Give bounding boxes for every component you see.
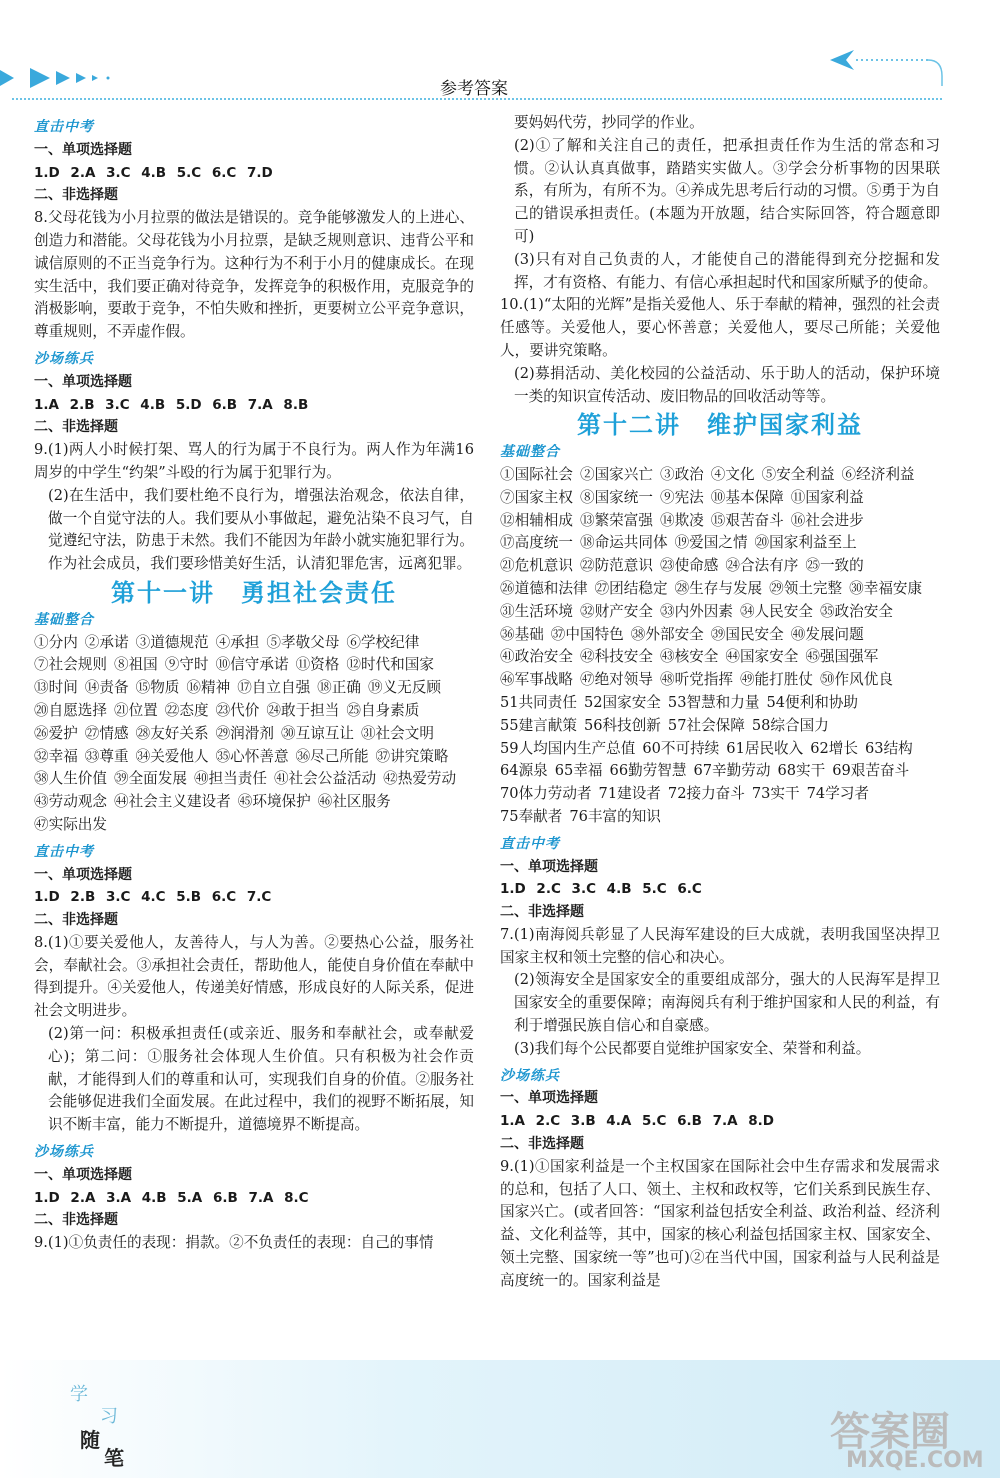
section-title: 直击中考 <box>34 119 94 135</box>
keyword-item: ㊼绝对领导 <box>579 671 653 689</box>
answer-line: 1.D 2.A 3.A 4.B 5.A 6.B 7.A 8.C <box>34 1189 309 1206</box>
answer-line: 1.D 2.C 3.C 4.B 5.C 6.C <box>500 881 702 898</box>
keyword-item: ㉓使命感 <box>659 557 719 575</box>
keyword-item: ㊾能打胜仗 <box>739 671 813 689</box>
keyword-item: ⑮艰苦奋斗 <box>710 511 784 529</box>
keyword-item: ⑳自愿选择 <box>34 701 107 719</box>
keyword-item: ㉑危机意识 <box>500 557 573 575</box>
keyword-item: ㉖道德和法律 <box>500 579 588 597</box>
keyword-item: ⑭欺凌 <box>659 511 704 529</box>
keyword-item: ㉝内外因素 <box>659 602 733 620</box>
keyword-item: ⑳国家利益至上 <box>754 534 857 552</box>
keyword-item: 58综合国力 <box>751 716 829 734</box>
keyword-item: ㉔敢于担当 <box>266 701 340 719</box>
section-title: 沙场练兵 <box>34 350 94 367</box>
left-column <box>34 112 474 1255</box>
keyword-item: 64源泉 <box>500 762 548 780</box>
keyword-item: ㉑位置 <box>113 701 158 719</box>
keyword-item: 55建言献策 <box>500 716 577 734</box>
keyword-item: ㉚幸福安康 <box>849 579 923 597</box>
keyword-item: ㊸劳动观念 <box>34 793 107 811</box>
subsection-title: 二、非选择题 <box>34 912 118 929</box>
keyword-item: 65幸福 <box>554 762 603 780</box>
section-title: 基础整合 <box>500 444 560 461</box>
keyword-item: ⑨守时 <box>164 656 209 674</box>
keyword-item: 74学习者 <box>806 785 869 803</box>
keyword-item: ⑨宪法 <box>659 488 704 506</box>
footer-label: 学 <box>70 1384 88 1405</box>
keyword-item: ㉞人民安全 <box>739 602 813 620</box>
keyword-item: 60不可持续 <box>642 739 720 757</box>
keyword-item: ⑰高度统一 <box>500 534 573 552</box>
keyword-item: ①国际社会 <box>500 465 573 483</box>
subsection-title: 一、单项选择题 <box>500 1090 598 1107</box>
section-title: 直击中考 <box>500 835 560 852</box>
keyword-item: ㊱基础 <box>500 625 544 643</box>
keyword-item: ㊹社会主义建设者 <box>113 793 231 811</box>
keyword-item: ⑱命运共同体 <box>579 534 668 552</box>
keyword-item: ㉔合法有序 <box>725 557 799 575</box>
answer-paragraph: 10.(1)“太阳的光辉”是指关爱他人、乐于奉献的精神，强烈的社会责任感等。关爱他人，要心怀善意；关爱他人，要尽己所能；关爱他人，要讲究策略。 <box>500 296 940 359</box>
keyword-item: 73实干 <box>751 785 800 803</box>
lecture-title: 第十一讲 勇担社会责任 <box>111 578 397 607</box>
keyword-item: 52国家安全 <box>583 693 661 711</box>
keyword-item: ⑩基本保障 <box>710 488 784 506</box>
keyword-item: ㊻社区服务 <box>317 793 391 811</box>
keyword-item: 76丰富的知识 <box>569 807 661 825</box>
keyword-item: ㊺环境保护 <box>237 793 311 811</box>
keyword-item: 72接力奋斗 <box>667 785 745 803</box>
answer-paragraph: 8.父母花钱为小月拉票的做法是错误的。竞争能够激发人的上进心、创造力和潜能。父母花钱为小月拉票，是缺乏规则意识、违背公平和诚信原则的不正当竞争行为。这种行为不利于小月的健康成长。在现实生活中，我们要正确对待竞争，发挥竞争的积极作用，克服竞争的消极影响，要敢于竞争，不怕失败和挫折，更要树立公平竞争意识，尊重规则，不弄虚作假。 <box>34 209 474 341</box>
section-title: 基础整合 <box>34 611 94 628</box>
keyword-item: ㉜幸福 <box>34 747 78 765</box>
keyword-item: ㉜财产安全 <box>579 602 653 620</box>
keyword-item: ⑱正确 <box>317 679 361 697</box>
keyword-item: 70体力劳动者 <box>500 785 592 803</box>
keyword-item: 69艰苦奋斗 <box>832 762 910 780</box>
keyword-item: ⑦国家主权 <box>500 488 573 506</box>
keyword-item: ⑥学校纪律 <box>346 633 420 651</box>
keyword-item: ㉛生活环境 <box>500 602 573 620</box>
subsection-title: 一、单项选择题 <box>34 373 132 390</box>
keyword-item: ④文化 <box>710 465 755 483</box>
keyword-item: ⑬时间 <box>34 679 78 697</box>
keyword-item: ㉙领土完整 <box>769 579 843 597</box>
keyword-item: ⑲义无反顾 <box>367 679 441 697</box>
keyword-item: ㉟政治安全 <box>819 602 893 620</box>
keyword-item: ㊳外部安全 <box>630 625 704 643</box>
keyword-item: ㉘友好关系 <box>135 724 209 742</box>
keyword-item: 62增长 <box>810 739 858 757</box>
keyword-item: ㊷科技安全 <box>579 648 653 666</box>
answer-line: 1.D 2.B 3.C 4.C 5.B 6.C 7.C <box>34 889 272 906</box>
keyword-item: ㊳人生价值 <box>34 770 107 788</box>
keyword-item: ㊲中国特色 <box>550 625 624 643</box>
keyword-list <box>500 464 940 829</box>
keyword-item: ㊺强国强军 <box>805 648 879 666</box>
keyword-item: ㉖爱护 <box>34 724 78 742</box>
subsection-title: 一、单项选择题 <box>500 858 598 875</box>
keyword-item: ㊵担当责任 <box>193 770 267 788</box>
keyword-item: ㊴国民安全 <box>710 625 784 643</box>
answer-paragraph: 8.(1)①要关爱他人，友善待人，与人为善。②要热心公益，服务社会，奉献社会。③承担社会责任，帮助他人，能使自身价值在奉献中得到提升。④关爱他人，传递美好情感，形成良好的人际关系，促进社会文明进步。 <box>34 933 474 1020</box>
answer-paragraph: 9.(1)①负责任的表现：捐款。②不负责任的表现：自己的事情 <box>34 1234 434 1252</box>
keyword-item: ⑦社会规则 <box>34 656 107 674</box>
subsection-title: 一、单项选择题 <box>34 1166 132 1183</box>
keyword-item: 54便利和协助 <box>766 693 858 711</box>
subsection-title: 一、单项选择题 <box>34 141 132 158</box>
keyword-item: ㉗团结稳定 <box>594 579 668 597</box>
keyword-item: 61居民收入 <box>726 739 804 757</box>
keyword-item: ㉘生存与发展 <box>674 579 763 597</box>
keyword-item: ㉚互谅互让 <box>280 724 354 742</box>
keyword-item: 75奉献者 <box>500 807 563 825</box>
keyword-item: ㉞关爱他人 <box>135 747 209 765</box>
watermark-logo: 答案圈 <box>830 1409 950 1455</box>
answer-line: 1.A 2.C 3.B 4.A 5.C 6.B 7.A 8.D <box>500 1113 775 1130</box>
keyword-item: ⑤安全利益 <box>761 465 835 483</box>
footer-label: 习 <box>100 1406 118 1427</box>
keyword-item: ⑥经济利益 <box>841 465 915 483</box>
keyword-item: ㊶社会公益活动 <box>273 770 377 788</box>
keyword-item: 66勤劳智慧 <box>609 762 687 780</box>
keyword-item: ②国家兴亡 <box>579 465 653 483</box>
keyword-item: ③道德规范 <box>135 633 209 651</box>
answer-paragraph: (3)我们每个公民都要自觉维护国家安全、荣誉和利益。 <box>514 1039 871 1057</box>
keyword-item: ㊹国家安全 <box>725 648 799 666</box>
keyword-item: ㉕一致的 <box>805 557 864 575</box>
keyword-item: ③政治 <box>659 465 704 483</box>
subsection-title: 一、单项选择题 <box>34 866 132 883</box>
answer-paragraph: 9.(1)①国家利益是一个主权国家在国际社会中生存需求和发展需求的总和，包括了人口、领土、主权和政权等，它们关系到民族生存、国家兴亡。(或者回答：“国家利益包括安全利益、政治利益、经济利益、文化利益等，其中，国家的核心利益包括国家主权、国家安全、领土完整、国家统一等”也可)②在当代中国，国家利益与人民利益是高度统一的。国家利益是 <box>500 1157 940 1289</box>
answer-line: 1.A 2.B 3.C 4.B 5.D 6.B 7.A 8.B <box>34 396 309 413</box>
footer-label: 笔 <box>104 1446 124 1470</box>
keyword-item: ㉕自身素质 <box>346 701 420 719</box>
keyword-item: ㊷热爱劳动 <box>383 770 457 788</box>
keyword-item: ㊴全面发展 <box>113 770 187 788</box>
subsection-title: 二、非选择题 <box>34 419 118 436</box>
arrow-decoration-icon <box>0 64 120 92</box>
keyword-item: 63结构 <box>865 739 913 757</box>
arrow-left-decoration-icon <box>828 46 948 96</box>
watermark-url: MXQE.COM <box>846 1448 984 1473</box>
keyword-item: ⑪国家利益 <box>790 488 864 506</box>
keyword-item: ①分内 <box>34 633 78 651</box>
keyword-item: 67辛勤劳动 <box>693 762 771 780</box>
keyword-item: ⑲爱国之情 <box>674 534 748 552</box>
keyword-item: ⑧国家统一 <box>579 488 653 506</box>
keyword-item: ㉒防范意识 <box>579 557 653 575</box>
answer-paragraph: (2)①了解和关注自己的责任，把承担责任作为生活的常态和习惯。②认认真真做事，踏踏实实做人。③学会分析事物的因果联系，有所为，有所不为。④养成先思考后行动的习惯。⑤勇于为自己的错误承担责任。(本题为开放题，结合实际回答，符合题意即可) <box>514 136 940 245</box>
answer-paragraph: (2)领海安全是国家安全的重要组成部分，强大的人民海军是捍卫国家安全的重要保障；南海阅兵有利于维护国家和人民的利益，有利于增强民族自信心和自豪感。 <box>514 971 940 1035</box>
keyword-item: ㉓代价 <box>215 701 260 719</box>
keyword-item: ㊼实际出发 <box>34 815 107 833</box>
subsection-title: 二、非选择题 <box>500 1136 584 1153</box>
keyword-item: ㉙润滑剂 <box>215 724 274 742</box>
keyword-item: ⑪资格 <box>295 656 340 674</box>
lecture-title: 第十二讲 维护国家利益 <box>577 411 863 440</box>
keyword-item: ㉗情感 <box>84 724 129 742</box>
keyword-item: ㊶政治安全 <box>500 648 573 666</box>
keyword-item: ㊿作风优良 <box>819 671 893 689</box>
keyword-list <box>34 632 474 837</box>
keyword-item: 51共同责任 <box>500 693 577 711</box>
header-divider <box>12 98 942 100</box>
page-title: 参考答案 <box>440 79 508 99</box>
keyword-item: 71建设者 <box>598 785 661 803</box>
answer-paragraph: (3)只有对自己负责的人，才能使自己的潜能得到充分挖掘和发挥，才有资格、有能力、有信心承担起时代和国家所赋予的使命。 <box>514 250 940 291</box>
keyword-item: ②承诺 <box>84 633 129 651</box>
keyword-item: ⑯精神 <box>186 679 231 697</box>
answer-paragraph: (2)第一问：积极承担责任(或亲近、服务和奉献社会，或奉献爱心)；第二问：①服务社会体现人生价值。只有积极为社会作贡献，才能得到人们的尊重和认可，实现我们自身的价值。②服务社会能够促进我们全面发展。在此过程中，我们的视野不断拓展，知识不断丰富，能力不断提升，道德境界不断提高。 <box>48 1025 474 1134</box>
keyword-item: ⑤孝敬父母 <box>266 633 340 651</box>
subsection-title: 二、非选择题 <box>34 187 118 204</box>
keyword-item: ㊽听党指挥 <box>659 671 733 689</box>
subsection-title: 二、非选择题 <box>34 1212 118 1229</box>
section-title: 沙场练兵 <box>34 1144 94 1161</box>
keyword-item: ㊸核安全 <box>659 648 719 666</box>
subsection-title: 二、非选择题 <box>500 904 584 921</box>
keyword-item: ㊲讲究策略 <box>375 747 449 765</box>
keyword-item: ⑮物质 <box>135 679 180 697</box>
keyword-item: ⑫相辅相成 <box>500 511 573 529</box>
keyword-item: ㊱尽己所能 <box>295 747 369 765</box>
answer-paragraph: (2)募捐活动、美化校园的公益活动、乐于助人的活动，保护环境一类的知识宣传活动、废旧物品的回收活动等等。 <box>514 364 940 405</box>
page-header <box>0 0 1000 110</box>
keyword-item: 53智慧和力量 <box>667 693 760 711</box>
answer-paragraph: 9.(1)两人小时候打架、骂人的行为属于不良行为。两人作为年满16周岁的中学生“约架”斗殴的行为属于犯罪行为。 <box>34 441 474 481</box>
keyword-item: ㉒态度 <box>164 701 209 719</box>
keyword-item: ㊻军事战略 <box>500 671 573 689</box>
keyword-item: ⑬繁荣富强 <box>579 511 653 529</box>
keyword-item: 56科技创新 <box>583 716 661 734</box>
section-title: 直击中考 <box>34 843 94 860</box>
right-column <box>500 112 940 1293</box>
keyword-item: ㉟心怀善意 <box>215 747 289 765</box>
keyword-item: 68实干 <box>777 762 826 780</box>
keyword-item: ⑭责备 <box>84 679 129 697</box>
keyword-item: ④承担 <box>215 633 260 651</box>
keyword-item: 57社会保障 <box>667 716 745 734</box>
keyword-item: ⑩信守承诺 <box>215 656 289 674</box>
answer-paragraph: (2)在生活中，我们要杜绝不良行为，增强法治观念，依法自律，做一个自觉守法的人。我们要从小事做起，避免沾染不良习气，自觉遵纪守法，防患于未然。我们不能因为年龄小就实施犯罪行为。作为社会成员，我们要珍惜美好生活，认清犯罪危害，远离犯罪。 <box>48 486 474 573</box>
keyword-item: ㉛社会文明 <box>360 724 434 742</box>
footer-label: 随 <box>80 1428 100 1452</box>
answer-line: 1.D 2.A 3.C 4.B 5.C 6.C 7.D <box>34 164 273 181</box>
keyword-item: ⑧祖国 <box>113 656 158 674</box>
keyword-item: ⑫时代和国家 <box>346 656 434 674</box>
keyword-item: ⑰自立自强 <box>237 679 311 697</box>
keyword-item: ⑯社会进步 <box>790 511 864 529</box>
keyword-item: 59人均国内生产总值 <box>500 739 636 757</box>
section-title: 沙场练兵 <box>500 1067 560 1084</box>
answer-paragraph: 7.(1)南海阅兵彰显了人民海军建设的巨大成就，表明我国坚决捍卫国家主权和领土完整的信心和决心。 <box>500 925 940 966</box>
keyword-item: ㊵发展问题 <box>790 625 864 643</box>
keyword-item: ㉝尊重 <box>84 747 129 765</box>
answer-paragraph: 要妈妈代劳，抄同学的作业。 <box>514 114 704 131</box>
